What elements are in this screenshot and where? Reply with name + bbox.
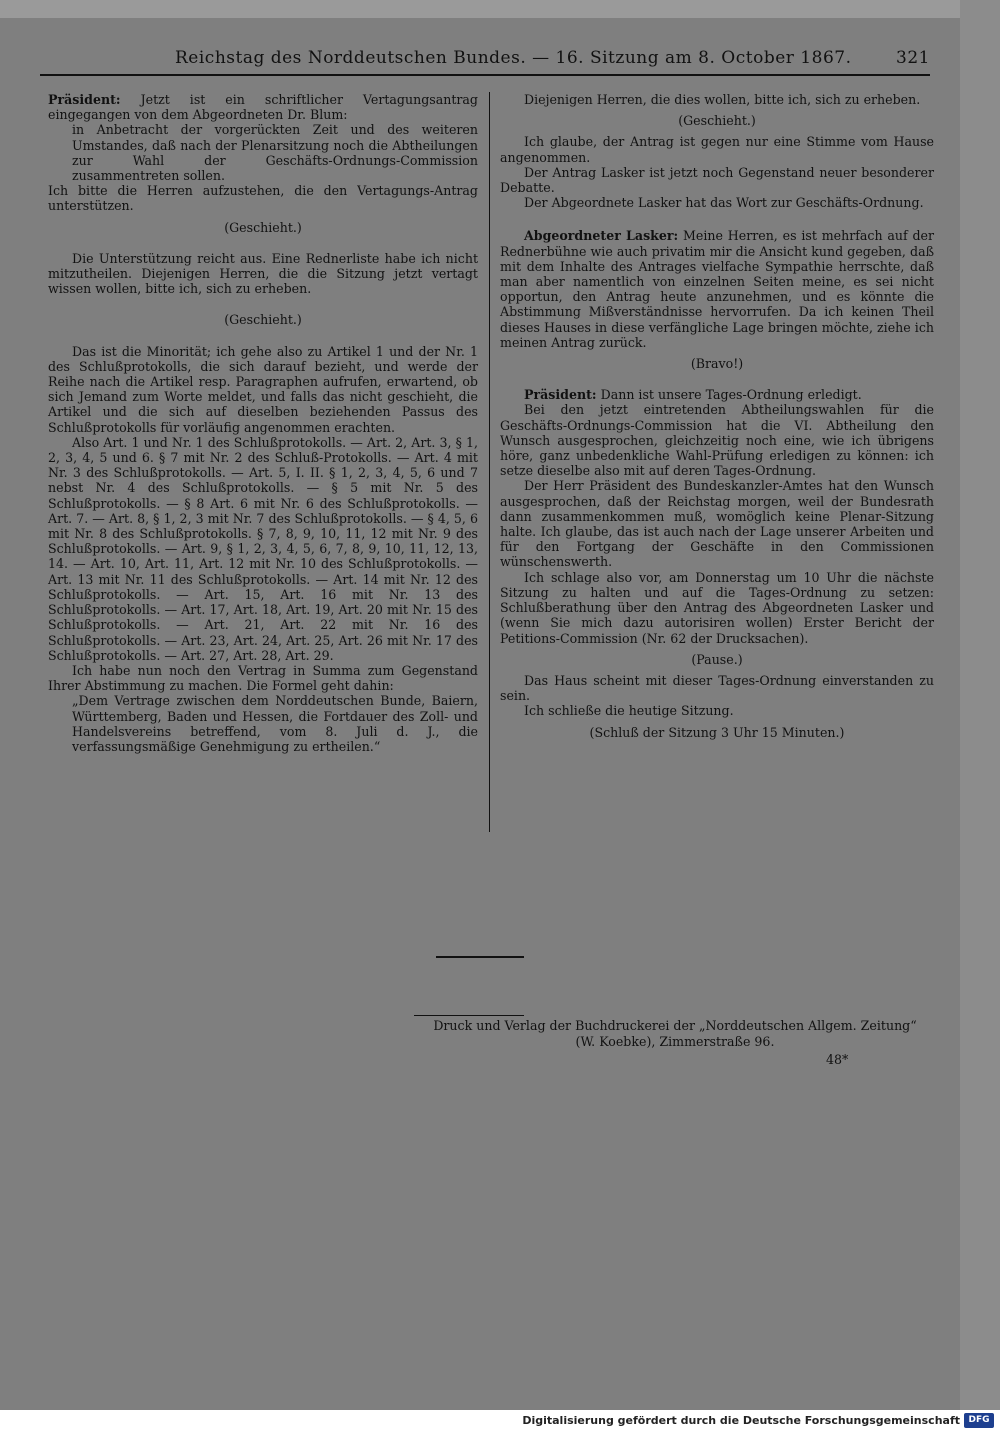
paragraph: Die Unterstützung reicht aus. Eine Rednerliste habe ich nicht mitzutheilen. Diejenigen Herren, die die Sitzung jetzt vertagt wissen wollen, bitte ich, sich zu erheben. (48, 250, 478, 297)
scan-right-edge (960, 0, 1000, 1410)
page-header (40, 48, 930, 76)
funding-bar (0, 1410, 1000, 1432)
imprint-line-1: Druck und Verlag der Buchdruckerei der „Norddeutschen Allgem. Zeitung“ (433, 1018, 917, 1033)
imprint-line-2: (W. Koebke), Zimmerstraße 96. (575, 1034, 775, 1049)
dfg-logo-icon: DFG (964, 1413, 994, 1428)
speaker-name: Abgeordneter Lasker: (524, 228, 679, 244)
signature-mark: 48* (826, 1052, 849, 1067)
stage-direction: (Geschieht.) (224, 219, 302, 235)
stage-direction: (Pause.) (691, 651, 743, 667)
paragraph: Ich glaube, der Antrag ist gegen nur eine Stimme vom Hause angenommen. (500, 134, 934, 165)
closing-rule (436, 956, 524, 958)
right-column (500, 92, 934, 746)
motion-quote: in Anbetracht der vorgerückten Zeit und des weiteren Umstandes, daß nach der Plenarsitzung noch die Abtheilungen zur Wahl der Geschäfts-Ordnungs-Commission zusammentreten sollen. (72, 122, 478, 184)
stage-direction: (Geschieht.) (678, 113, 756, 129)
paragraph: Das ist die Minorität; ich gehe also zu Artikel 1 und der Nr. 1 des Schlußprotokolls, die sich darauf bezieht, und werde der Reihe nach die Artikel resp. Paragraphen aufrufen, erwartend, ob sich Jemand zum Worte meldet, und falls das nicht geschieht, die Artikel und die sich auf dieselben beziehenden Passus des Schlußprotokolls für vorläufig angenommen erachten. (48, 343, 478, 435)
speaker-name: Präsident: (524, 387, 597, 403)
formula-quote: „Dem Vertrage zwischen dem Norddeutschen Bunde, Baiern, Württemberg, Baden und Hessen, die Fortdauer des Zoll- und Handelsvereins betreffend, vom 8. Juli d. J., die verfassungsmäßige Genehmigung zu ertheilen.“ (72, 693, 478, 754)
paragraph: Diejenigen Herren, die dies wollen, bitte ich, sich zu erheben. (524, 92, 921, 107)
stage-direction: (Geschieht.) (224, 312, 302, 328)
printer-imprint (420, 1018, 930, 1050)
paragraph: Der Antrag Lasker ist jetzt noch Gegenstand neuer besonderer Debatte. (500, 164, 934, 196)
stage-direction: (Bravo!) (690, 356, 744, 372)
paragraph: Abgeordneter Lasker: Meine Herren, es ist mehrfach auf der Rednerbühne wie auch privatim mir die Ansicht kund gegeben, daß mit dem Inhalte des Antrages vielfache Sympathie herrschte, daß man aber namentlich von einzelnen Seiten meine, es sei nicht opportun, den Antrag heute anzunehmen, und es könnte die Abstimmung Mißverständnisse hervorrufen. Da ich keinen Theil dieses Hauses in diese verfängliche Lage bringen möchte, ziehe ich meinen Antrag zurück. (500, 228, 934, 350)
paragraph: Ich bitte die Herren aufzustehen, die den Vertagungs-Antrag unterstützen. (48, 183, 478, 214)
paragraph: Also Art. 1 und Nr. 1 des Schlußprotokolls. — Art. 2, Art. 3, § 1, 2, 3, 4, 5 und 6. § 7 mit Nr. 2 des Schluß-Protokolls. — Art. 4 mit Nr. 3 des Schlußprotokolls. — Art. 5, I. II. § 1, 2, 3, 4, 5, 6 und 7 nebst Nr. 4 des Schlußprotokolls. — § 5 mit Nr. 5 des Schlußprotokolls. — § 8 Art. 6 mit Nr. 6 des Schlußprotokolls. — Art. 7. — Art. 8, § 1, 2, 3 mit Nr. 7 des Schlußprotokolls. — § 4, 5, 6 mit Nr. 8 des Schlußprotokolls. § 7, 8, 9, 10, 11, 12 mit Nr. 9 des Schlußprotokolls. — Art. 9, § 1, 2, 3, 4, 5, 6, 7, 8, 9, 10, 11, 12, 13, 14. — Art. 10, Art. 11, Art. 12 mit Nr. 10 des Schlußprotokolls. — Art. 13 mit Nr. 11 des Schlußprotokolls. — Art. 14 mit Nr. 12 des Schlußprotokolls. — Art. 15, Art. 16 mit Nr. 13 des Schlußprotokolls. — Art. 17, Art. 18, Art. 19, Art. 20 mit Nr. 15 des Schlußprotokolls. — Art. 21, Art. 22 mit Nr. 16 des Schlußprotokolls. — Art. 23, Art. 24, Art. 25, Art. 26 mit Nr. 17 des Schlußprotokolls. — Art. 27, Art. 28, Art. 29. (48, 434, 478, 663)
paragraph: Ich schlage also vor, am Donnerstag um 10 Uhr die nächste Sitzung zu halten und auf die Tages-Ordnung zu setzen: Schlußberathung über den Antrag des Abgeordneten Lasker und (wenn Sie mich dazu autorisiren wollen) Erster Bericht der Petitions-Commission (Nr. 62 der Drucksachen). (500, 569, 934, 646)
page-number: 321 (896, 48, 930, 68)
paragraph: Bei den jetzt eintretenden Abtheilungswahlen für die Geschäfts-Ordnungs-Commission hat die VI. Abtheilung den Wunsch ausgesprochen, gleichzeitig noch eine, wie ich übrigens höre, ganz unbedenkliche Wahl-Prüfung erledigen zu können: ich setze dieselbe also mit auf deren Tages-Ordnung. (500, 402, 934, 479)
session-end-note: (Schluß der Sitzung 3 Uhr 15 Minuten.) (589, 724, 845, 740)
speaker-name: Präsident: (48, 92, 121, 107)
paragraph: Der Abgeordnete Lasker hat das Wort zur Geschäfts-Ordnung. (524, 195, 924, 211)
left-column (48, 92, 478, 754)
paragraph: Das Haus scheint mit dieser Tages-Ordnung einverstanden zu sein. (500, 672, 934, 704)
scan-top-edge (0, 0, 1000, 18)
paragraph: Ich schließe die heutige Sitzung. (524, 703, 734, 719)
paragraph: Der Herr Präsident des Bundeskanzler-Amtes hat den Wunsch ausgesprochen, daß der Reichstag morgen, weil der Bundesrath dann zusammenkommen muß, womöglich keine Plenar-Sitzung halte. Ich glaube, das ist auch nach der Lage unserer Arbeiten und für den Fortgang der Geschäfte in den Commissionen wünschenswerth. (500, 478, 934, 570)
paragraph: Ich habe nun noch den Vertrag in Summa zum Gegenstand Ihrer Abstimmung zu machen. Die Formel geht dahin: (48, 662, 478, 694)
column-divider (489, 92, 490, 832)
funding-text: Digitalisierung gefördert durch die Deutsche Forschungsgemeinschaft (522, 1414, 960, 1427)
paragraph: Präsident: Jetzt ist ein schriftlicher Vertagungsantrag eingegangen von dem Abgeordneten Dr. Blum: (48, 92, 478, 123)
imprint-rule (414, 1015, 524, 1016)
running-title: Reichstag des Norddeutschen Bundes. — 16. Sitzung am 8. October 1867. (175, 48, 852, 68)
paragraph: Präsident: Dann ist unsere Tages-Ordnung erledigt. (524, 387, 862, 403)
